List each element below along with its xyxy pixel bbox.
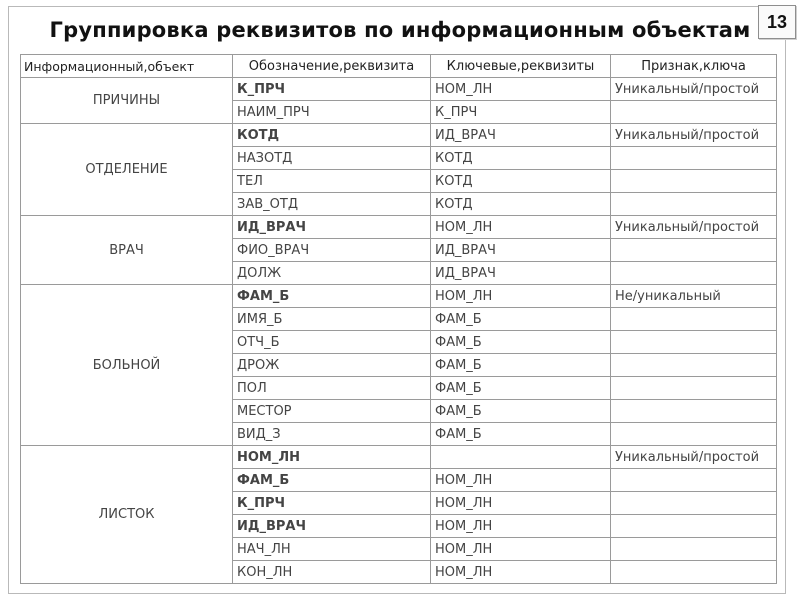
key-attributes-cell: НОМ_ЛН (431, 78, 611, 101)
key-attributes-cell: ФАМ_Б (431, 423, 611, 446)
key-flag-cell (611, 561, 777, 584)
attribute-cell: ДРОЖ (233, 354, 431, 377)
attribute-cell: ЗАВ_ОТД (233, 193, 431, 216)
attribute-cell: К_ПРЧ (233, 492, 431, 515)
key-attributes-cell (431, 446, 611, 469)
key-flag-cell (611, 308, 777, 331)
table-row (21, 124, 777, 147)
key-attributes-cell: ФАМ_Б (431, 377, 611, 400)
info-object-cell: ОТДЕЛЕНИЕ (21, 124, 233, 216)
page-title: Группировка реквизитов по информационным объектам (49, 18, 751, 42)
header-key-attributes: Ключевые,реквизиты (431, 55, 611, 78)
key-flag-cell (611, 193, 777, 216)
key-flag-cell: Уникальный/простой (611, 124, 777, 147)
key-flag-cell (611, 377, 777, 400)
attributes-table (20, 54, 777, 584)
attribute-cell: НОМ_ЛН (233, 446, 431, 469)
header-attribute: Обозначение,реквизита (233, 55, 431, 78)
key-attributes-cell: НОМ_ЛН (431, 561, 611, 584)
table-row (21, 78, 777, 101)
key-attributes-cell: НОМ_ЛН (431, 492, 611, 515)
attribute-cell: ИД_ВРАЧ (233, 515, 431, 538)
attribute-cell: ИД_ВРАЧ (233, 216, 431, 239)
key-attributes-cell: ФАМ_Б (431, 331, 611, 354)
key-flag-cell (611, 170, 777, 193)
key-flag-cell: Уникальный/простой (611, 78, 777, 101)
attribute-cell: КОН_ЛН (233, 561, 431, 584)
key-flag-cell (611, 147, 777, 170)
attribute-cell: МЕСТОР (233, 400, 431, 423)
attribute-cell: К_ПРЧ (233, 78, 431, 101)
attribute-cell: НАИМ_ПРЧ (233, 101, 431, 124)
key-flag-cell (611, 492, 777, 515)
page-number-badge: 13 (758, 5, 796, 39)
key-attributes-cell: НОМ_ЛН (431, 216, 611, 239)
key-flag-cell (611, 423, 777, 446)
attribute-cell: ИМЯ_Б (233, 308, 431, 331)
attribute-cell: ТЕЛ (233, 170, 431, 193)
key-attributes-cell: ИД_ВРАЧ (431, 124, 611, 147)
key-flag-cell: Уникальный/простой (611, 216, 777, 239)
key-attributes-cell: КОТД (431, 193, 611, 216)
key-flag-cell (611, 538, 777, 561)
attribute-cell: ФАМ_Б (233, 469, 431, 492)
key-flag-cell (611, 239, 777, 262)
table-row (21, 285, 777, 308)
key-attributes-cell: К_ПРЧ (431, 101, 611, 124)
attribute-cell: ПОЛ (233, 377, 431, 400)
key-flag-cell (611, 101, 777, 124)
key-attributes-cell: ФАМ_Б (431, 308, 611, 331)
info-object-cell: ЛИСТОК (21, 446, 233, 584)
table-row (21, 216, 777, 239)
attribute-cell: ДОЛЖ (233, 262, 431, 285)
key-attributes-cell: НОМ_ЛН (431, 515, 611, 538)
header-object: Информационный,объект (21, 55, 233, 78)
attribute-cell: ФАМ_Б (233, 285, 431, 308)
key-flag-cell (611, 515, 777, 538)
key-attributes-cell: НОМ_ЛН (431, 538, 611, 561)
attribute-cell: ВИД_З (233, 423, 431, 446)
key-flag-cell: Уникальный/простой (611, 446, 777, 469)
key-attributes-cell: ФАМ_Б (431, 400, 611, 423)
key-flag-cell (611, 331, 777, 354)
key-attributes-cell: НОМ_ЛН (431, 469, 611, 492)
attribute-cell: НАЧ_ЛН (233, 538, 431, 561)
key-attributes-cell: КОТД (431, 170, 611, 193)
key-attributes-cell: ИД_ВРАЧ (431, 239, 611, 262)
table-header-row (21, 55, 777, 78)
table-row (21, 446, 777, 469)
key-attributes-cell: НОМ_ЛН (431, 285, 611, 308)
key-attributes-cell: ФАМ_Б (431, 354, 611, 377)
key-flag-cell (611, 262, 777, 285)
attribute-cell: КОТД (233, 124, 431, 147)
attribute-cell: ФИО_ВРАЧ (233, 239, 431, 262)
info-object-cell: БОЛЬНОЙ (21, 285, 233, 446)
attribute-cell: НАЗОТД (233, 147, 431, 170)
key-flag-cell (611, 400, 777, 423)
key-attributes-cell: КОТД (431, 147, 611, 170)
key-flag-cell (611, 354, 777, 377)
key-flag-cell: Не/уникальный (611, 285, 777, 308)
header-key-flag: Признак,ключа (611, 55, 777, 78)
info-object-cell: ВРАЧ (21, 216, 233, 285)
table-body (21, 78, 777, 584)
attribute-cell: ОТЧ_Б (233, 331, 431, 354)
key-attributes-cell: ИД_ВРАЧ (431, 262, 611, 285)
key-flag-cell (611, 469, 777, 492)
info-object-cell: ПРИЧИНЫ (21, 78, 233, 124)
